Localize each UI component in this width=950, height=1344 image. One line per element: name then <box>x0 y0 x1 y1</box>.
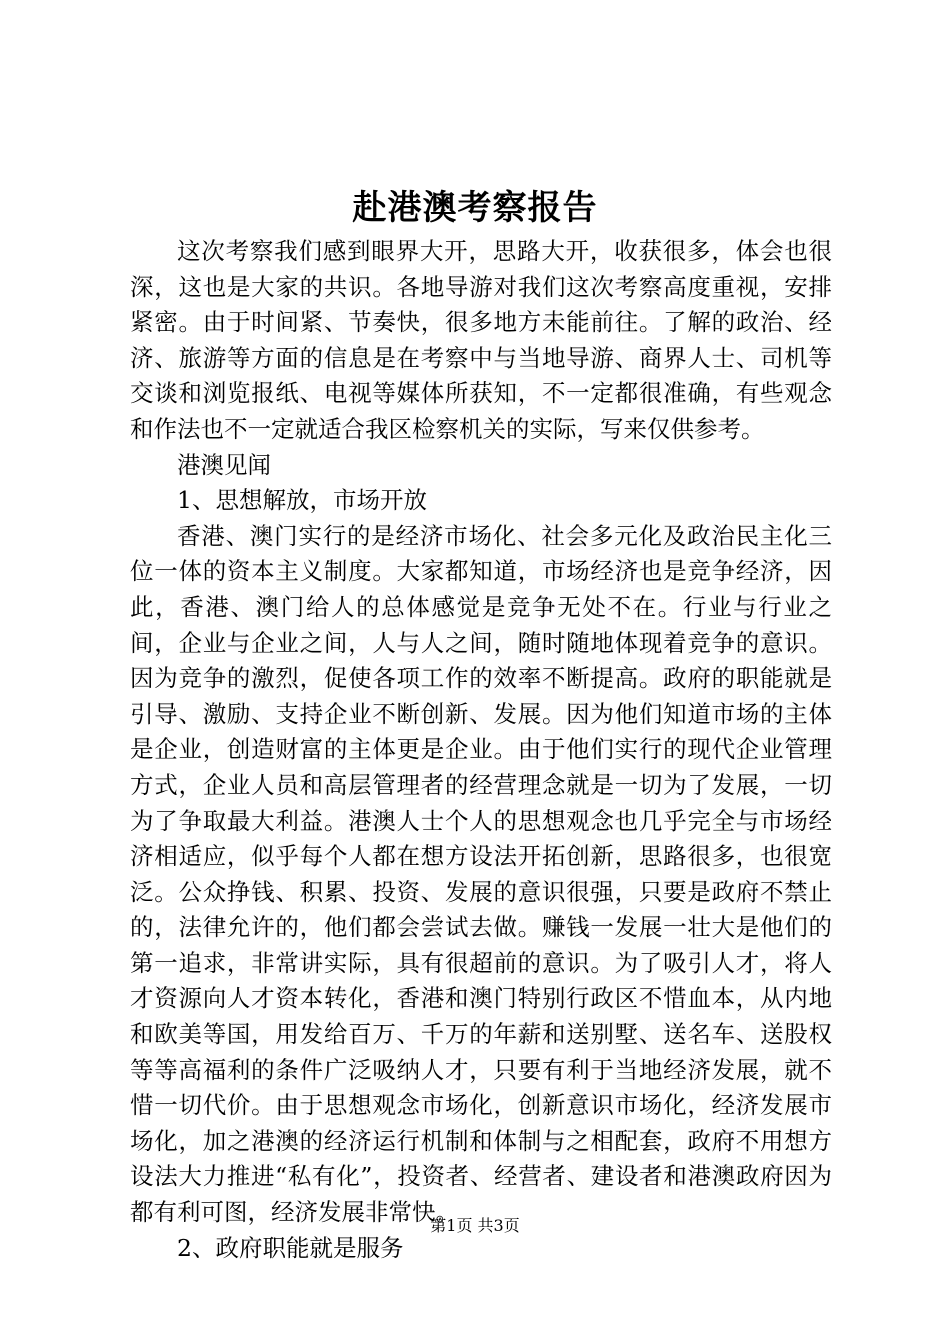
page-footer: 第1页 共3页 <box>430 1216 520 1235</box>
subsection-heading-2: 2、政府职能就是服务 <box>177 1233 404 1262</box>
subsection-heading-1: 1、思想解放，市场开放 <box>177 486 427 515</box>
document-title: 赴港澳考察报告 <box>352 188 598 228</box>
paragraph-intro: 这次考察我们感到眼界大开，思路大开，收获很多，体会也很深，这也是大家的共识。各地导游对我们这次考察高度重视，安排紧密。由于时间紧、节奏快，很多地方未能前往。了解的政治、经济、旅游等方面的信息是在考察中与当地导游、商界人士、司机等交谈和浏览报纸、电视等媒体所获知，不一定都很准确，有些观念和作法也不一定就适合我区检察机关的实际，写来仅供参考。 <box>130 237 832 443</box>
section-heading: 港澳见闻 <box>177 450 271 479</box>
paragraph-market: 香港、澳门实行的是经济市场化、社会多元化及政治民主化三位一体的资本主义制度。大家都知道，市场经济也是竞争经济，因此，香港、澳门给人的总体感觉是竞争无处不在。行业与行业之间，企业与企业之间，人与人之间，随时随地体现着竞争的意识。因为竞争的激烈，促使各项工作的效率不断提高。政府的职能就是引导、激励、支持企业不断创新、发展。因为他们知道市场的主体是企业，创造财富的主体更是企业。由于他们实行的现代企业管理方式，企业人员和高层管理者的经营理念就是一切为了发展，一切为了争取最大利益。港澳人士个人的思想观念也几乎完全与市场经济相适应，似乎每个人都在想方设法开拓创新，思路很多，也很宽泛。公众挣钱、积累、投资、发展的意识很强，只要是政府不禁止的，法律允许的，他们都会尝试去做。赚钱一发展一壮大是他们的第一追求，非常讲实际，具有很超前的意识。为了吸引人才，将人才资源向人才资本转化，香港和澳门特别行政区不惜血本，从内地和欧美等国，用发给百万、千万的年薪和送别墅、送名车、送股权等等高福利的条件广泛吸纳人才，只要有利于当地经济发展，就不惜一切代价。由于思想观念市场化，创新意识市场化，经济发展市场化，加之港澳的经济运行机制和体制与之相配套，政府不用想方设法大力推进“私有化”，投资者、经营者、建设者和港澳政府因为都有利可图，经济发展非常快。 <box>130 521 832 1227</box>
document-body <box>130 234 832 1266</box>
